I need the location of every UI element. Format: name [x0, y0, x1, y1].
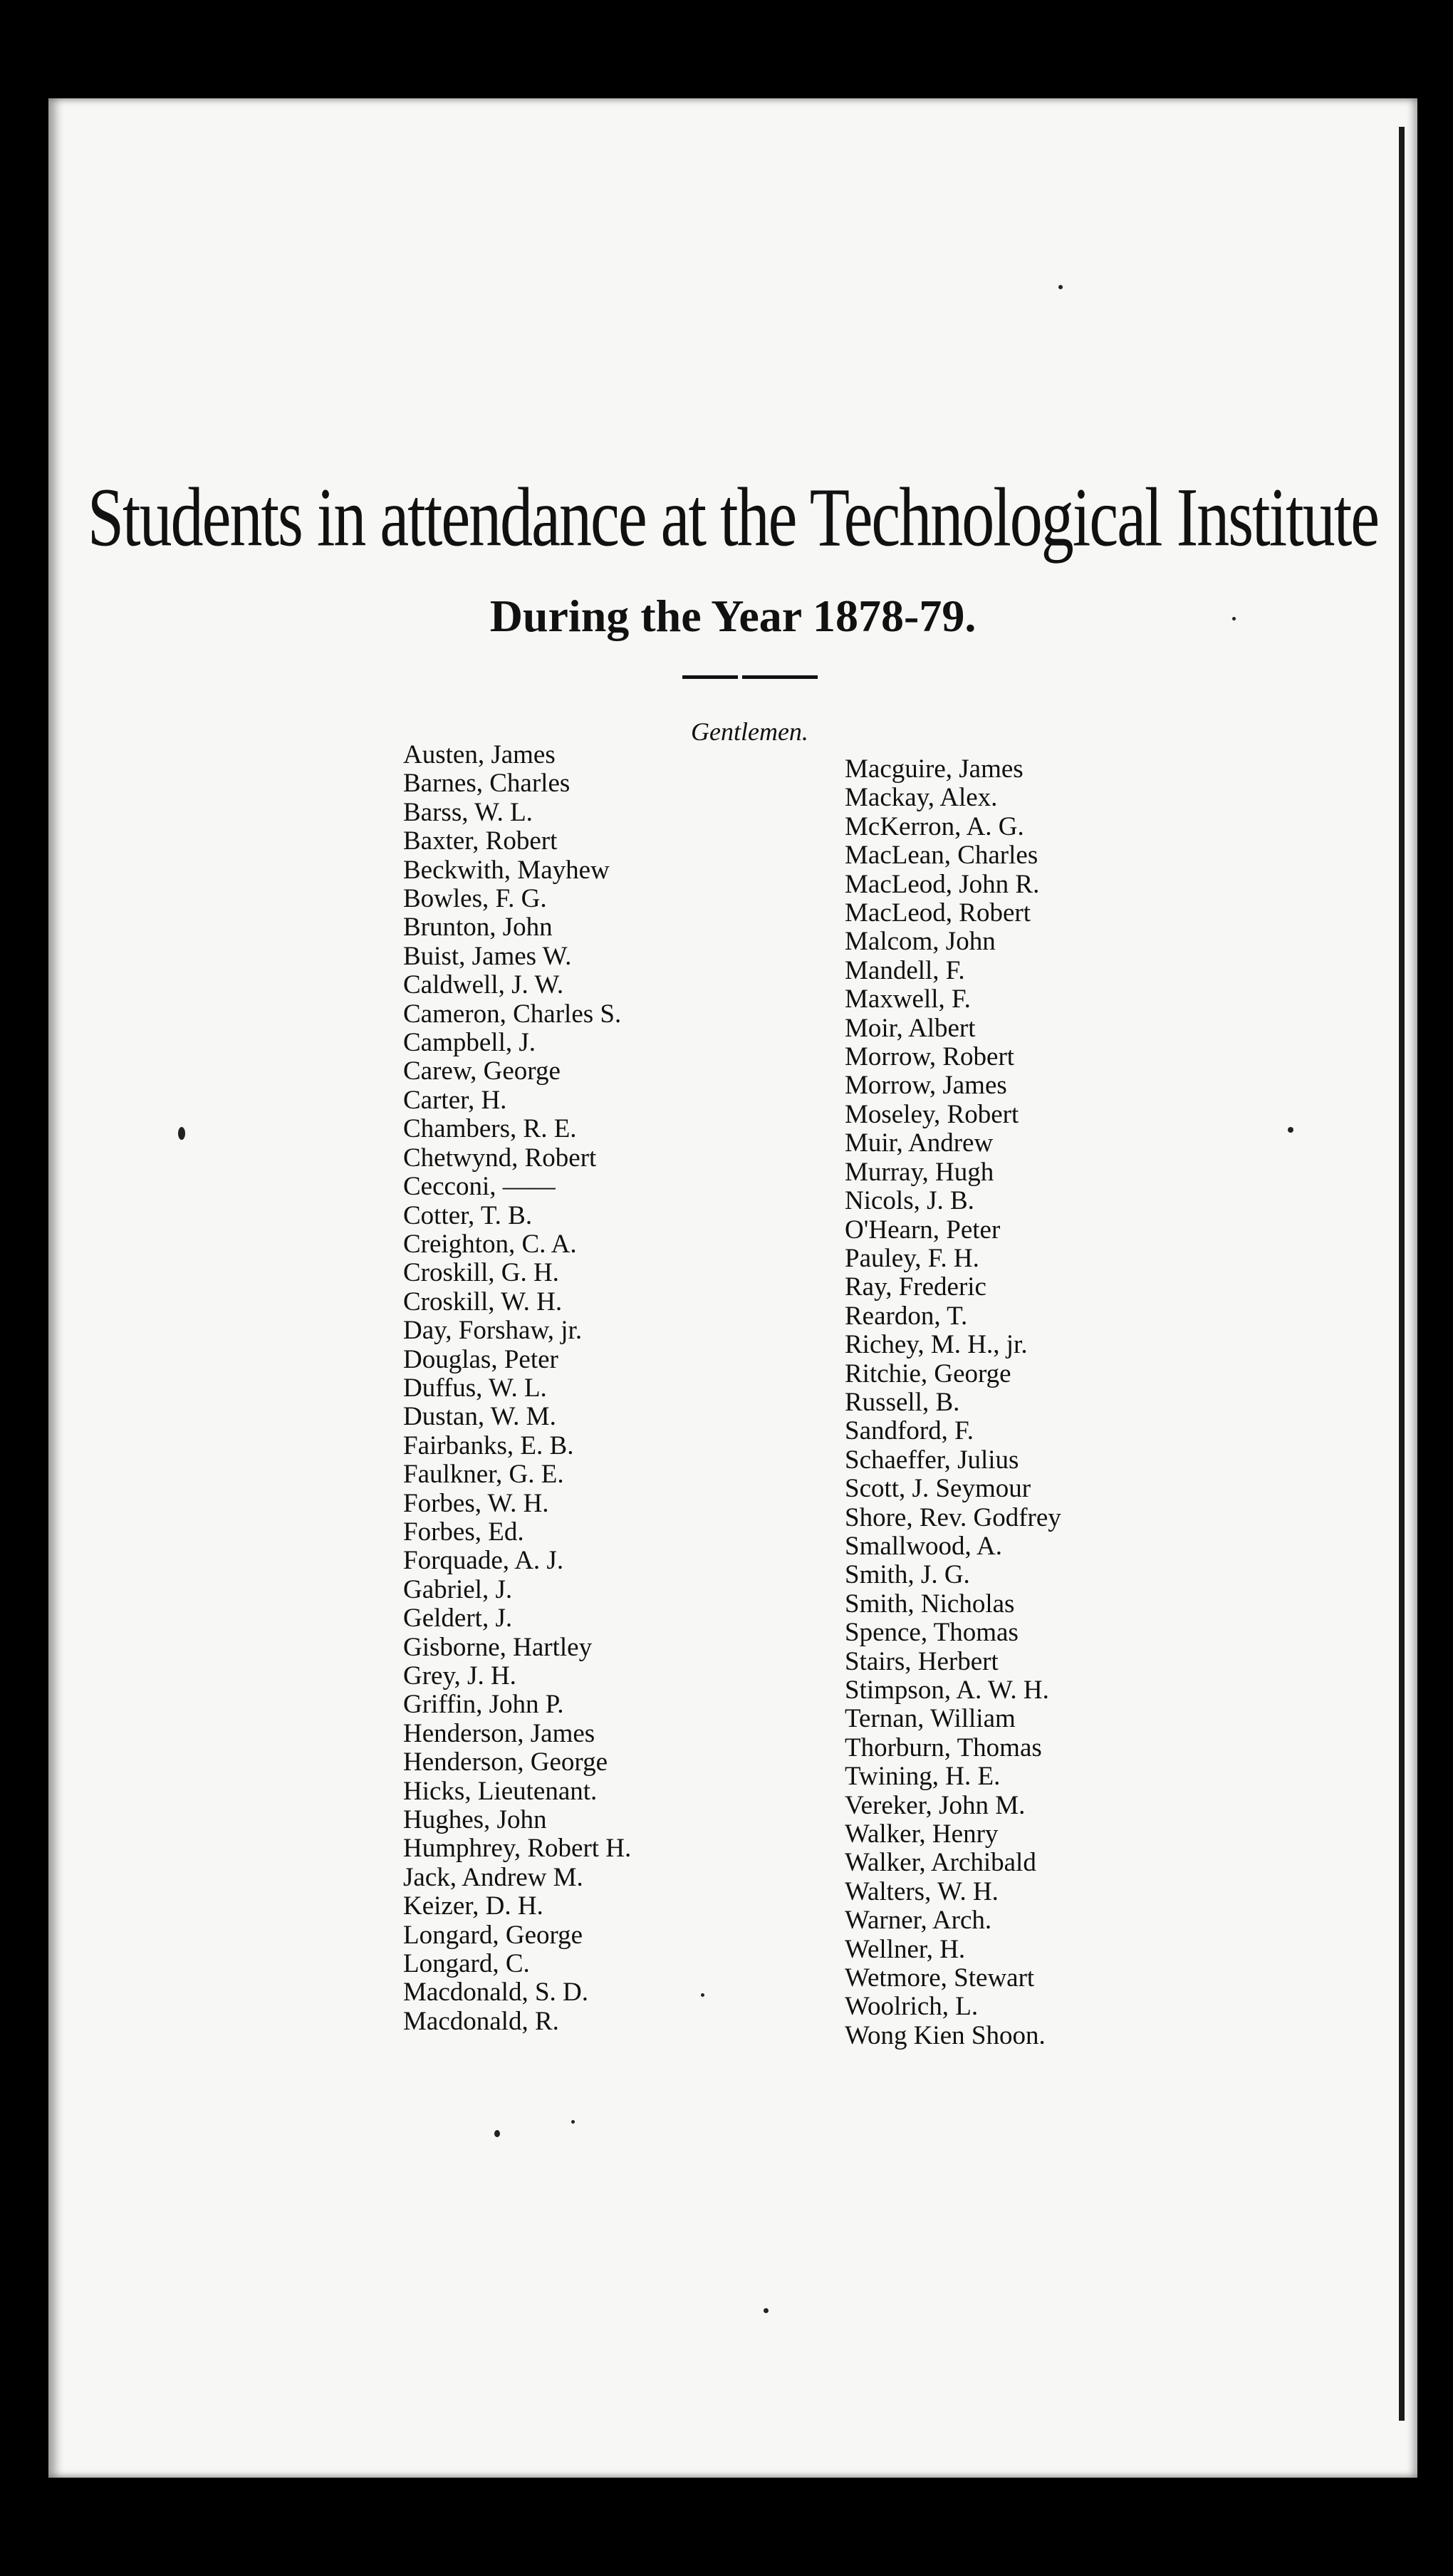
- student-name: Walker, Henry: [845, 1819, 999, 1849]
- student-name: Spence, Thomas: [845, 1618, 1019, 1648]
- student-name: Smallwood, A.: [845, 1531, 1002, 1561]
- student-name: Ritchie, George: [845, 1359, 1011, 1388]
- student-name: Brunton, John: [403, 913, 553, 942]
- student-name: Moir, Albert: [845, 1013, 976, 1043]
- student-name: Croskill, W. H.: [403, 1287, 563, 1316]
- page-subtitle: During the Year 1878-79.: [489, 591, 977, 641]
- student-name: Walker, Archibald: [845, 1848, 1036, 1878]
- student-name: Day, Forshaw, jr.: [403, 1316, 583, 1346]
- student-name: Dustan, W. M.: [403, 1402, 556, 1432]
- student-name: Hicks, Lieutenant.: [403, 1776, 598, 1806]
- ink-speck: [701, 1993, 704, 1997]
- student-name: Morrow, Robert: [845, 1042, 1015, 1072]
- student-name: Ray, Frederic: [845, 1272, 986, 1302]
- student-name: Barnes, Charles: [403, 769, 571, 799]
- student-name: Twining, H. E.: [845, 1762, 1001, 1792]
- student-name: Chambers, R. E.: [403, 1114, 577, 1144]
- student-name: Shore, Rev. Godfrey: [845, 1502, 1061, 1532]
- student-name: Croskill, G. H.: [403, 1258, 559, 1288]
- student-name: Macdonald, R.: [403, 2006, 559, 2036]
- student-name: Muir, Andrew: [845, 1128, 994, 1158]
- student-name: Macdonald, S. D.: [403, 1978, 588, 2008]
- student-name: Duffus, W. L.: [403, 1373, 547, 1403]
- student-name: Moseley, Robert: [845, 1099, 1019, 1129]
- student-name: Chetwynd, Robert: [403, 1143, 597, 1173]
- student-name: Pauley, F. H.: [845, 1243, 979, 1273]
- student-name: Douglas, Peter: [403, 1344, 558, 1374]
- student-name: O'Hearn, Peter: [845, 1215, 1001, 1245]
- student-name: Russell, B.: [845, 1387, 960, 1417]
- student-name: Geldert, J.: [403, 1604, 513, 1634]
- student-name: Schaeffer, Julius: [845, 1445, 1019, 1475]
- page-title: Students in attendance at the Technological Institute: [87, 470, 1379, 564]
- student-name: Beckwith, Mayhew: [403, 855, 610, 885]
- student-name: Smith, Nicholas: [845, 1589, 1015, 1619]
- student-name: Murray, Hugh: [845, 1157, 994, 1187]
- student-name: Scott, J. Seymour: [845, 1474, 1031, 1504]
- student-name: Wetmore, Stewart: [845, 1963, 1035, 1993]
- student-name: Cotter, T. B.: [403, 1200, 533, 1230]
- student-name: Longard, C.: [403, 1949, 530, 1979]
- student-name: Fairbanks, E. B.: [403, 1430, 574, 1460]
- student-name: Austen, James: [403, 740, 556, 769]
- ink-speck: [494, 2130, 500, 2137]
- student-name: Henderson, James: [403, 1718, 595, 1748]
- student-name: Reardon, T.: [845, 1301, 968, 1331]
- student-name: MacLean, Charles: [845, 841, 1038, 871]
- student-name: Grey, J. H.: [403, 1661, 516, 1690]
- student-name: Stairs, Herbert: [845, 1646, 999, 1676]
- student-name: Bowles, F. G.: [403, 884, 547, 914]
- student-name: Maxwell, F.: [845, 985, 971, 1014]
- student-name: Creighton, C. A.: [403, 1229, 577, 1259]
- student-name: Barss, W. L.: [403, 797, 533, 827]
- student-name: Forbes, Ed.: [403, 1517, 524, 1547]
- student-name: Nicols, J. B.: [845, 1186, 974, 1216]
- section-heading: Gentlemen.: [691, 717, 808, 746]
- student-name: Malcom, John: [845, 927, 996, 957]
- student-name: Morrow, James: [845, 1071, 1007, 1101]
- student-name: Carew, George: [403, 1056, 561, 1086]
- student-name: Faulkner, G. E.: [403, 1460, 564, 1490]
- student-name: Sandford, F.: [845, 1416, 974, 1446]
- student-name: McKerron, A. G.: [845, 811, 1024, 841]
- student-name: Campbell, J.: [403, 1028, 536, 1058]
- student-name: Forbes, W. H.: [403, 1488, 549, 1518]
- student-name: Vereker, John M.: [845, 1790, 1026, 1820]
- ink-speck: [1288, 1127, 1293, 1133]
- student-list-left: [403, 741, 631, 2036]
- student-name: Mandell, F.: [845, 955, 965, 985]
- student-name: Griffin, John P.: [403, 1690, 564, 1720]
- student-name: Henderson, George: [403, 1747, 608, 1777]
- student-name: Smith, J. G.: [845, 1560, 970, 1590]
- ink-speck: [178, 1127, 185, 1140]
- ink-speck: [764, 2308, 769, 2313]
- student-name: Jack, Andrew M.: [403, 1862, 583, 1892]
- student-name: Baxter, Robert: [403, 826, 558, 856]
- student-name: Carter, H.: [403, 1085, 507, 1115]
- student-name: Keizer, D. H.: [403, 1891, 543, 1921]
- decorative-rule: [682, 675, 818, 679]
- ink-speck: [571, 2120, 575, 2124]
- student-name: Wellner, H.: [845, 1934, 966, 1964]
- student-name: Gabriel, J.: [403, 1574, 513, 1604]
- student-name: Walters, W. H.: [845, 1876, 999, 1906]
- student-name: Wong Kien Shoon.: [845, 2020, 1046, 2050]
- student-name: Cecconi, ——: [403, 1172, 556, 1202]
- decorative-rule-gap: [738, 675, 742, 679]
- student-list-right: [845, 755, 1061, 2050]
- student-name: Caldwell, J. W.: [403, 970, 564, 1000]
- student-name: Gisborne, Hartley: [403, 1632, 593, 1662]
- student-name: Longard, George: [403, 1920, 583, 1950]
- student-name: Mackay, Alex.: [845, 783, 998, 813]
- student-name: Humphrey, Robert H.: [403, 1834, 632, 1864]
- student-name: Ternan, William: [845, 1704, 1016, 1734]
- student-name: MacLeod, Robert: [845, 898, 1031, 928]
- student-name: MacLeod, John R.: [845, 869, 1040, 899]
- student-name: Warner, Arch.: [845, 1906, 992, 1936]
- ink-speck: [1058, 285, 1063, 289]
- student-name: Buist, James W.: [403, 941, 572, 971]
- student-name: Thorburn, Thomas: [845, 1733, 1042, 1762]
- student-name: Woolrich, L.: [845, 1992, 979, 2022]
- student-name: Cameron, Charles S.: [403, 999, 622, 1029]
- document-page: [48, 98, 1417, 2478]
- student-name: Hughes, John: [403, 1805, 547, 1835]
- student-name: Stimpson, A. W. H.: [845, 1676, 1049, 1705]
- student-name: Macguire, James: [845, 754, 1024, 784]
- student-name: Richey, M. H., jr.: [845, 1330, 1028, 1360]
- ink-speck: [1232, 617, 1236, 620]
- student-name: Forquade, A. J.: [403, 1546, 564, 1576]
